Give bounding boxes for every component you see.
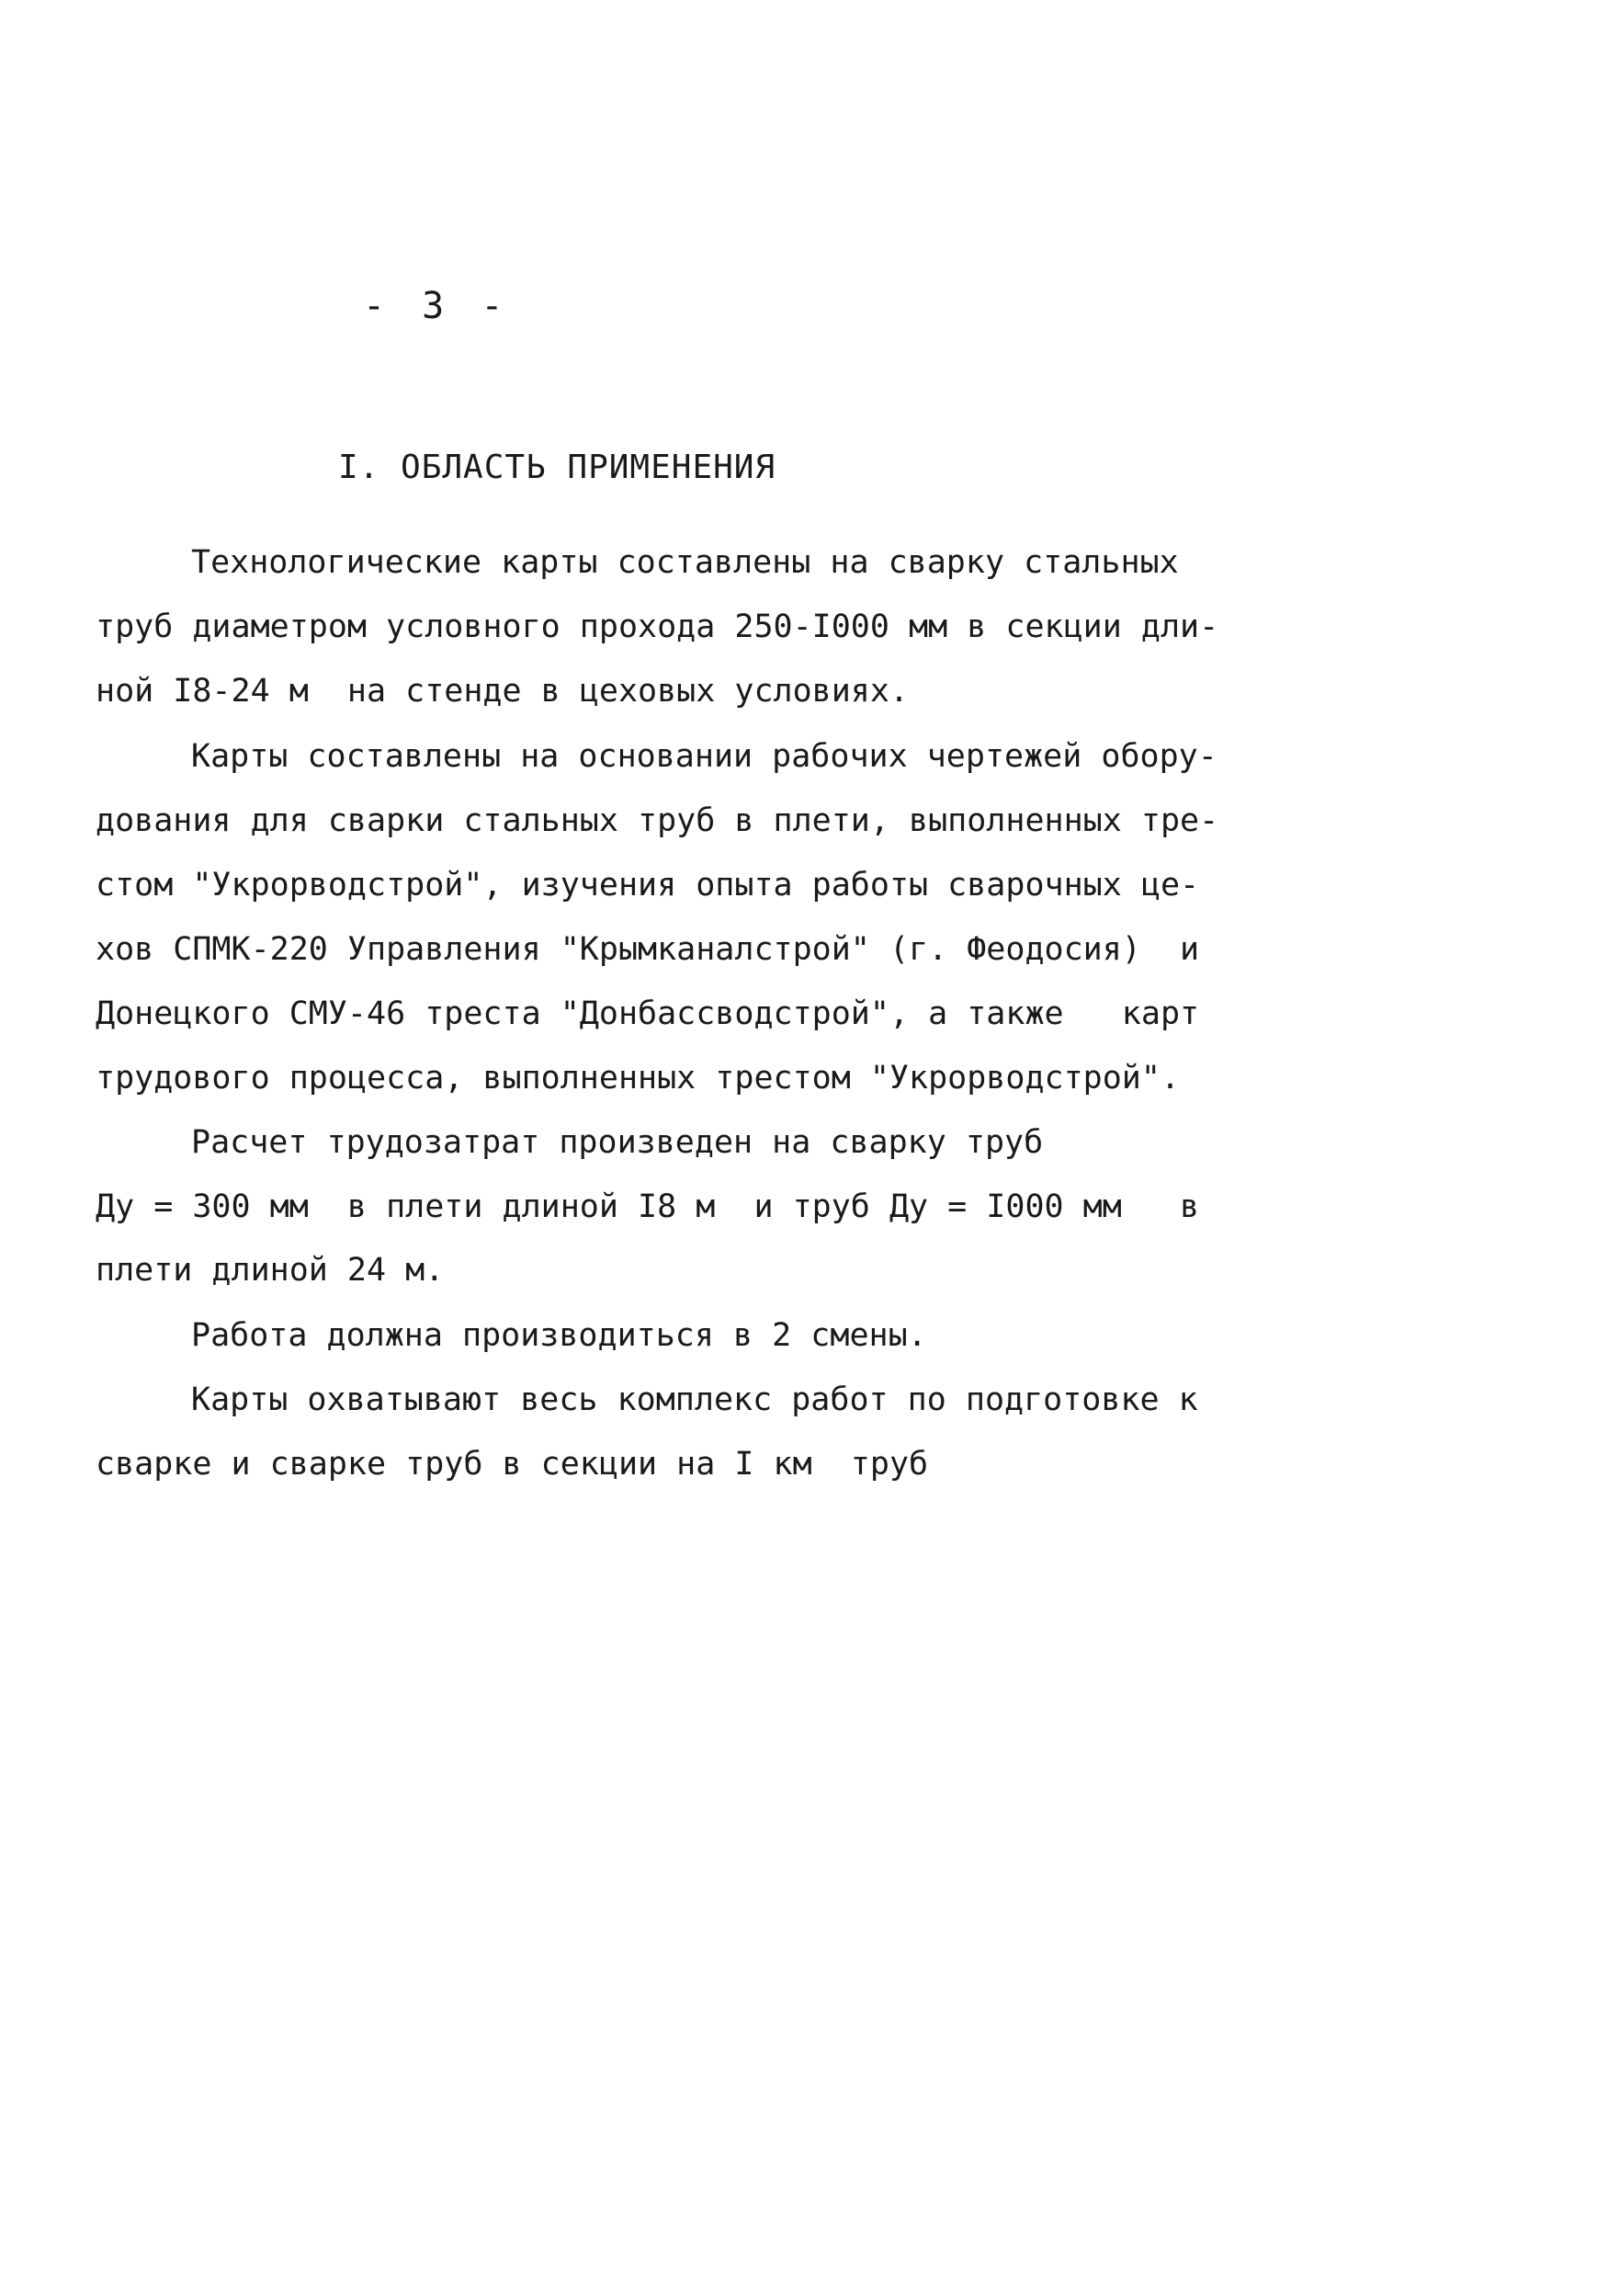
text-line: дования для сварки стальных труб в плети, выполненных тре- [96,802,1219,839]
text-line: сварке и сварке труб в секции на I км труб [96,1446,929,1483]
text-line: Ду = 300 мм в плети длиной I8 м и труб Ду = I000 мм в [96,1188,1200,1225]
page-number: - 3 - [363,285,511,327]
text-line: труб диаметром условного прохода 250-I000 мм в секции дли- [96,608,1219,645]
text-line: Карты составлены на основании рабочих чертежей обору- [191,738,1217,775]
text-line: хов СПМК-220 Управления "Крымканалстрой" (г. Феодосия) и [96,931,1200,968]
text-line: трудового процесса, выполненных трестом "Укрорводстрой". [96,1060,1181,1097]
section-title: I. ОБЛАСТЬ ПРИМЕНЕНИЯ [338,449,776,486]
text-line: Технологические карты составлены на сварку стальных [191,544,1179,581]
text-line: Работа должна производиться в 2 смены. [191,1317,927,1354]
text-line: стом "Укрорводстрой", изучения опыта работы сварочных це- [96,867,1200,904]
text-line: плети длиной 24 м. [96,1252,445,1289]
text-line: Расчет трудозатрат произведен на сварку труб [191,1124,1044,1161]
text-line: Донецкого СМУ-46 треста "Донбассводстрой", а также карт [96,995,1200,1032]
text-line: Карты охватывают весь комплекс работ по подготовке к [191,1381,1198,1418]
text-line: ной I8-24 м на стенде в цеховых условиях. [96,673,910,710]
